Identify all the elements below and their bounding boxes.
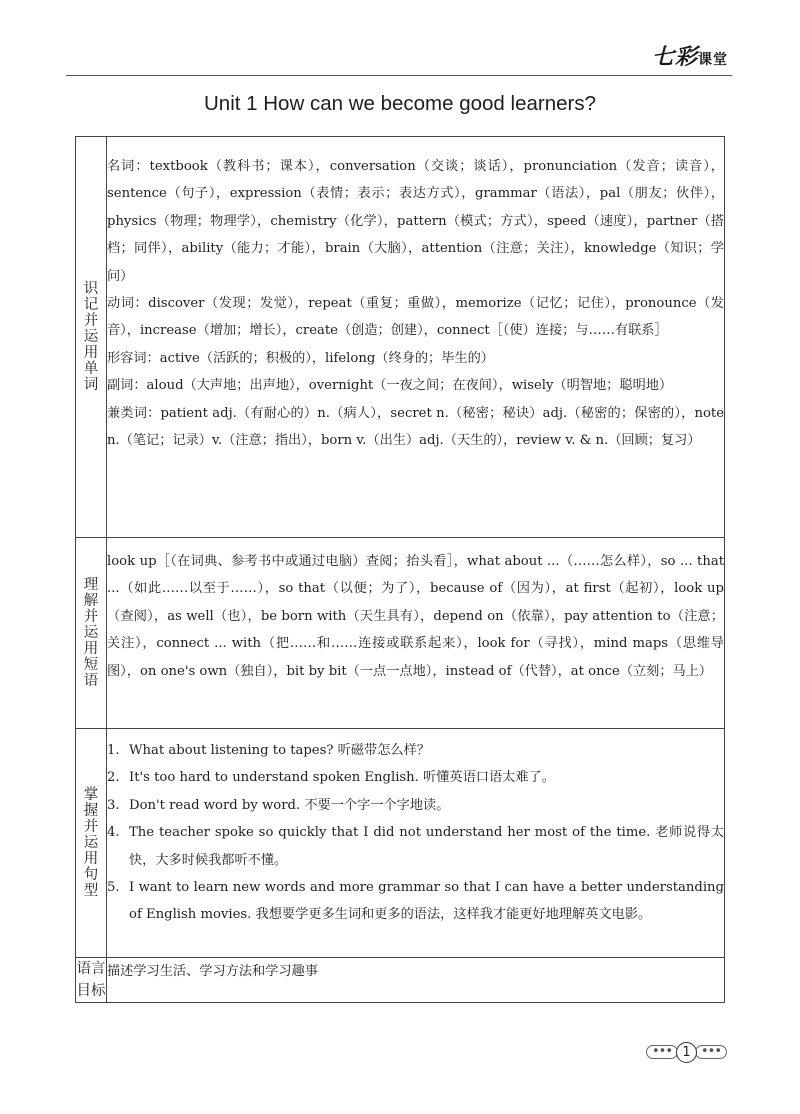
sentence-item: 1. What about listening to tapes? 听磁带怎么样？ (107, 743, 430, 758)
phrases-text: look up［（在词典、参考书中或通过电脑）查阅；抬头看］，what about ...（……怎么样），so ... that ...（如此……以至于……），so that（以便；为了），because of（因为），at first（起初），look up（查阅），as well（也），be born with（天生具有），depend on（依靠），pay attention to（注意；关注），connect ... with（把……和……连接或联系起来），look for（寻找），mind maps（思维导图），on one's own（独自），bit by bit（一点一点地），instead of（代替），at once（立刻；马上） (107, 554, 724, 679)
table-row-goal (76, 958, 725, 1003)
dots-right: ••• (701, 1044, 722, 1059)
unit-title: Unit 1 How can we become good learners? (204, 92, 596, 115)
goal-label-line2: 目标 (76, 983, 106, 999)
brand-logo (652, 40, 728, 71)
words-adverbs: 副词：aloud（大声地；出声地），overnight（一夜之间；在夜间），wisely（明智地；聪明地） (107, 378, 673, 394)
words-label: 识记并运用单词 (83, 281, 99, 393)
page-number-badge (646, 1042, 726, 1064)
phrases-label-cell (76, 538, 107, 729)
dots-left: ••• (652, 1044, 673, 1059)
table-row-words (76, 137, 725, 538)
table-row-sentences (76, 729, 725, 958)
page-number: 1 (676, 1042, 697, 1063)
content-table (75, 136, 725, 1003)
table-row-phrases (76, 538, 725, 729)
sentence-item: 2. It's too hard to understand spoken English. 听懂英语口语太难了。 (107, 770, 555, 786)
words-label-cell (76, 137, 107, 538)
sentences-content (107, 729, 725, 958)
goal-label-line1: 语言 (76, 961, 106, 977)
words-nouns: 名词：textbook（教科书；课本），conversation（交谈；谈话），pronunciation（发音；读音），sentence（句子），expression（表情；表示；表达方式），grammar（语法），pal（朋友；伙伴），physics（物理；物理学），chemistry（化学），pattern（模式；方式），speed（速度），partner（搭档；同伴），ability（能力；才能），brain（大脑），attention（注意；关注），knowledge（知识；学问） (107, 159, 724, 284)
brand-main: 七彩 (651, 45, 698, 70)
phrases-label: 理解并运用短语 (83, 577, 99, 689)
words-verbs: 动词：discover（发现；发觉），repeat（重复；重做），memorize（记忆；记住），pronounce（发音），increase（增加；增长），create（创造；创建），connect［（使）连接；与……有联系］ (107, 296, 724, 339)
words-multi-class: 兼类词：patient adj.（有耐心的）n.（病人），secret n.（秘密；秘诀）adj.（秘密的；保密的），note n.（笔记；记录）v.（注意；指出），born v.（出生）adj.（天生的），review v. & n.（回顾；复习） (107, 405, 724, 449)
sentence-item: 4. The teacher spoke so quickly that I did not understand her most of the time. 老师说得太快，大多时候我都听不懂。 (107, 825, 724, 868)
goal-content (107, 958, 725, 1003)
sentences-label: 掌握并运用句型 (83, 787, 99, 899)
sentence-item: 5. I want to learn new words and more grammar so that I can have a better understanding of English movies. 我想要学更多生词和更多的语法，这样我才能更好地理解英文电影。 (107, 880, 724, 923)
sentences-label-cell (76, 729, 107, 958)
sentence-item: 3. Don't read word by word. 不要一个字一个字地读。 (107, 797, 450, 813)
brand-sub: 课堂 (698, 52, 728, 68)
words-adjectives: 形容词：active（活跃的；积极的），lifelong（终身的；毕生的） (107, 350, 494, 366)
header-rule (66, 75, 732, 76)
phrases-content (107, 538, 725, 729)
words-content (107, 137, 725, 538)
goal-label-cell (76, 958, 107, 1003)
goal-text: 描述学习生活、学习方法和学习趣事 (107, 964, 318, 979)
